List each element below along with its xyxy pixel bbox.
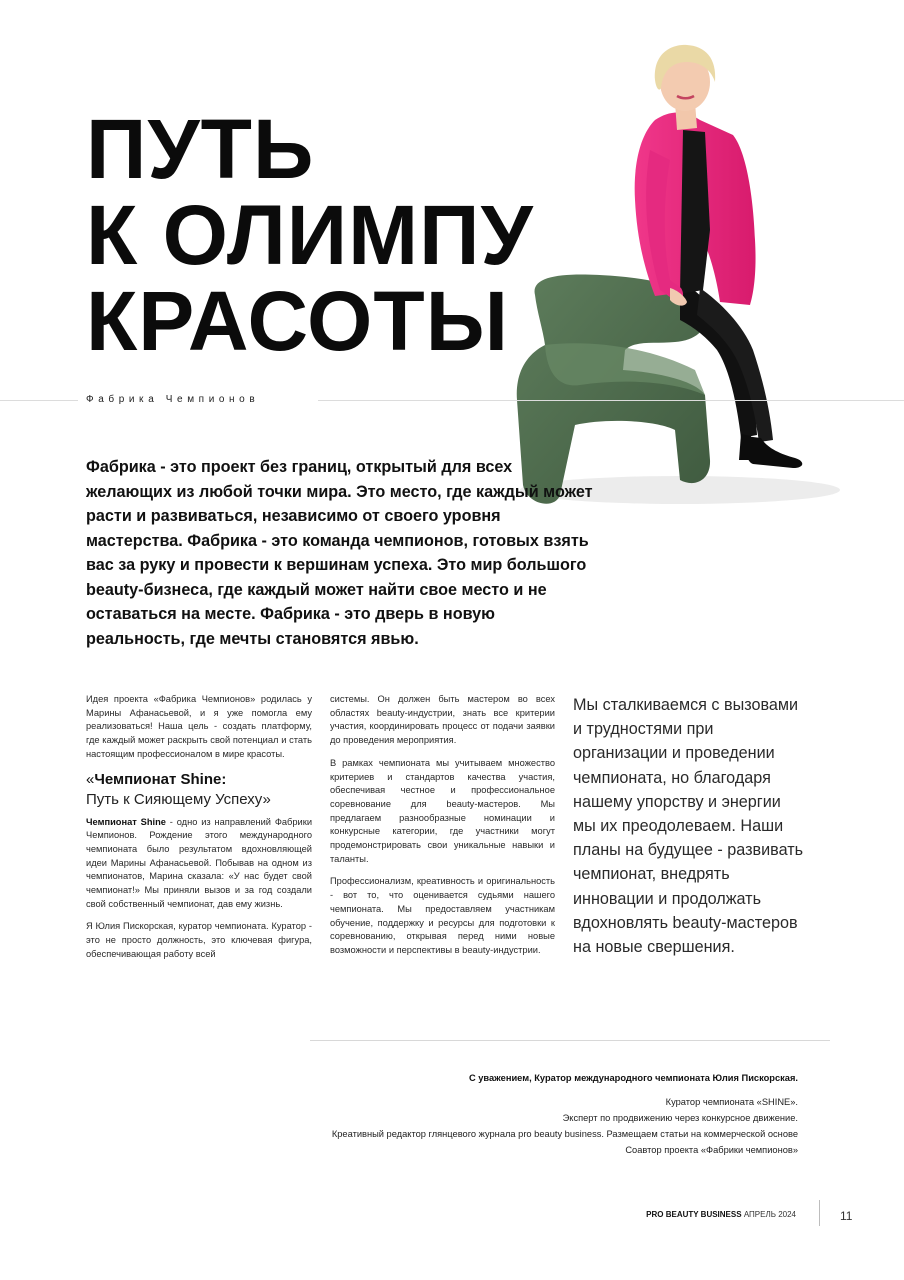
signature-line: Соавтор проекта «Фабрики чемпионов»	[625, 1145, 798, 1155]
pull-quote: Мы сталкиваемся с вызовами и трудностями при организации и проведении чемпионата, но благодаря нашему упорству и энергии мы их преодолеваем. Наши планы на будущее - развивать чемпионат, внедрять инновации и продолжать вдохновлять beauty-мастеров на новые свершения.	[573, 696, 804, 957]
column-2	[330, 693, 555, 967]
curator-paragraph: Я Юлия Пискорская, куратор чемпионата. Куратор - это не просто должность, это ключевая фигура, обеспечивающая работу всей	[86, 921, 312, 959]
title-line-1: ПУТЬ	[86, 102, 315, 196]
footer-magazine: PRO BEAUTY BUSINESS АПРЕЛЬ 2024	[646, 1210, 796, 1219]
shoe-1	[745, 436, 802, 468]
col2-paragraph-1: системы. Он должен быть мастером во всех областях beauty-индустрии, знать все критерии участия, координировать процесс от подачи заявки до проведения мероприятия.	[330, 694, 555, 746]
divider-signature	[310, 1040, 830, 1041]
signature-line: Куратор чемпионата «SHINE».	[665, 1097, 798, 1107]
signature-line: Креативный редактор глянцевого журнала pro beauty business. Размещаем статьи на коммерческой основе	[331, 1129, 798, 1139]
curator-photo	[505, 40, 845, 515]
shoe-heel	[739, 434, 751, 460]
subheading: «Чемпионат Shine:	[86, 770, 227, 788]
title-line-3: КРАСОТЫ	[86, 274, 509, 368]
lead-paragraph: Фабрика - это проект без границ, открытый для всех желающих из любой точки мира. Это место, где каждый может расти и развиваться, независимо от своего уровня мастерства. Фабрика - это команда чемпионов, готовых взять вас за руку и провести к вершинам успеха. Это мир большого beauty-бизнеса, где каждый может найти свое место и не оставаться на месте. Фабрика - это дверь в новую реальность, где мечты становятся явью.	[86, 458, 593, 648]
shine-paragraph: Чемпионат Shine - одно из направлений Фабрики Чемпионов. Рождение этого международного чемпионата было результатом вдохновляющей идеи Марины Афанасьевой. Побывав на одном из чемпионатов, Марина сказала: «У нас будет свой чемпионат!» Мы приняли вызов и за год создали свой собственный чемпионат, дав ему жизнь.	[86, 816, 313, 909]
footer-divider	[819, 1200, 820, 1226]
col2-paragraph-3: Профессионализм, креативность и оригинальность - вот то, что оценивается судьями нашего чемпионата. Мы предоставляем участникам обучение, поддержку и ресурсы для подготовки к соревнованию, открывая перед ними новые возможности и перспективы в beauty-индустрии.	[330, 876, 555, 955]
signature-block	[198, 1070, 798, 1158]
col2-paragraph-2: В рамках чемпионата мы учитываем множество критериев и стандартов качества участия, обеспечивая честное и профессиональное соревнование для beauty-мастеров. Мы предлагаем разнообразные номинации и конкурсные категории, где участники могут продемонстрировать свои уникальные навыки и таланты.	[330, 757, 555, 864]
intro-paragraph: Идея проекта «Фабрика Чемпионов» родилась у Марины Афанасьевой, и я уже помогла ему реализоваться! Наша цель - создать платформу, где каждый может раскрыть свой потенциал и стать настоящим профессионалом в мире красоты.	[86, 694, 312, 759]
column-1	[86, 693, 312, 971]
section-label: Фабрика Чемпионов	[86, 394, 260, 405]
signature-line: Эксперт по продвижению через конкурсное движение.	[562, 1113, 798, 1123]
page-number: 11	[840, 1209, 853, 1223]
subheading-light: Путь к Сияющему Успеху»	[86, 790, 271, 808]
title-line-2: К ОЛИМПУ	[86, 188, 534, 282]
subheading-bold: Чемпионат Shine:	[94, 770, 227, 788]
signature-title: С уважением, Куратор международного чемпионата Юлия Пискорская.	[468, 1073, 798, 1083]
